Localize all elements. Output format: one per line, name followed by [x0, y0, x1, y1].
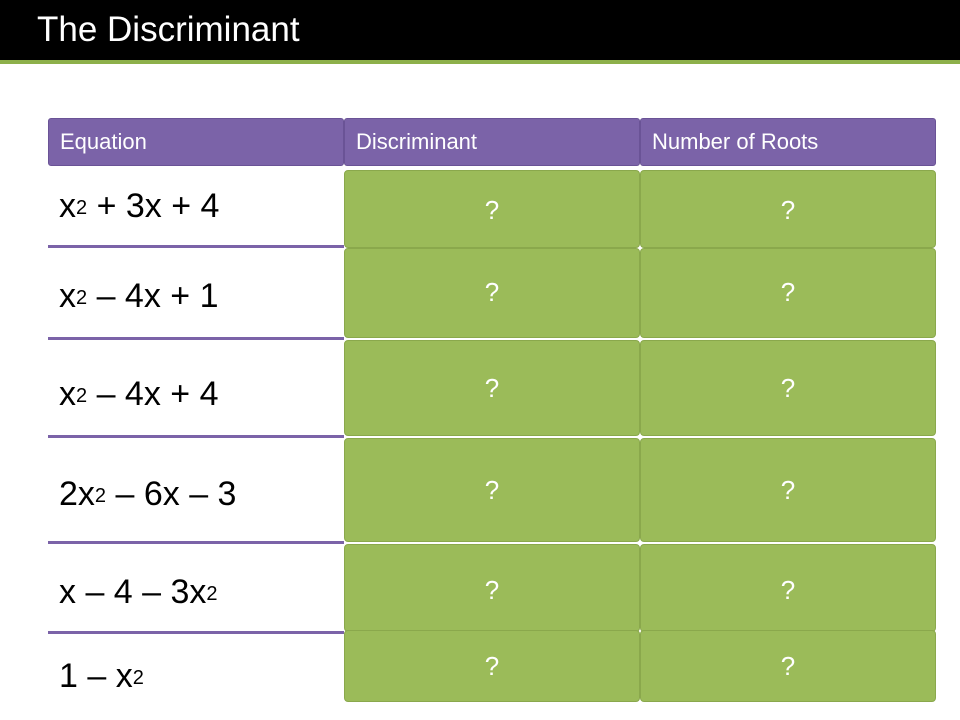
roots-value: ?	[780, 575, 796, 605]
roots-value: ?	[780, 373, 796, 403]
discriminant-value: ?	[484, 575, 500, 605]
equation-text: $1 - x^2$	[59, 657, 144, 695]
equation-cell	[48, 248, 344, 340]
discriminant-value: ?	[484, 475, 500, 505]
roots-value: ?	[780, 277, 796, 307]
discriminant-value: ?	[484, 277, 500, 307]
discriminant-cell[interactable]	[344, 340, 640, 436]
equation-cell	[48, 544, 344, 634]
roots-cell[interactable]	[640, 630, 936, 702]
discriminant-cell[interactable]	[344, 630, 640, 702]
title-bar	[0, 0, 960, 60]
discriminant-value: ?	[484, 373, 500, 403]
equation-text: $x^2 - 4x + 4$	[59, 375, 219, 413]
roots-value: ?	[780, 195, 796, 225]
title-accent-line	[0, 60, 960, 64]
roots-value: ?	[780, 651, 796, 681]
roots-cell[interactable]	[640, 438, 936, 542]
roots-cell[interactable]	[640, 170, 936, 248]
header-number-of-roots: Number of Roots	[640, 118, 936, 166]
equation-cell	[48, 168, 344, 248]
exponent: 2	[94, 485, 107, 507]
equation-cell	[48, 340, 344, 438]
equation-text: $2x^2 - 6x - 3$	[59, 475, 237, 513]
roots-value: ?	[780, 475, 796, 505]
header-discriminant: Discriminant	[344, 118, 640, 166]
discriminant-cell[interactable]	[344, 438, 640, 542]
discriminant-value: ?	[484, 651, 500, 681]
exponent: 2	[76, 287, 88, 309]
exponent: 2	[76, 197, 88, 219]
roots-cell[interactable]	[640, 544, 936, 632]
discriminant-cell[interactable]	[344, 170, 640, 248]
discriminant-cell[interactable]	[344, 544, 640, 632]
discriminant-cell[interactable]	[344, 248, 640, 338]
equation-text: $x^2 + 3x + 4$	[59, 187, 220, 225]
slide-title: The Discriminant	[37, 10, 300, 49]
exponent: 2	[76, 385, 88, 407]
discriminant-value: ?	[484, 195, 500, 225]
header-equation: Equation	[48, 118, 344, 166]
equation-text: $x^2 - 4x + 1$	[59, 277, 219, 315]
equation-text: x – $4 - 3x^2$	[59, 573, 218, 611]
roots-cell[interactable]	[640, 248, 936, 338]
equation-cell	[48, 438, 344, 544]
roots-cell[interactable]	[640, 340, 936, 436]
exponent: 2	[206, 583, 218, 605]
equation-cell	[48, 634, 344, 708]
exponent: 2	[132, 667, 144, 689]
